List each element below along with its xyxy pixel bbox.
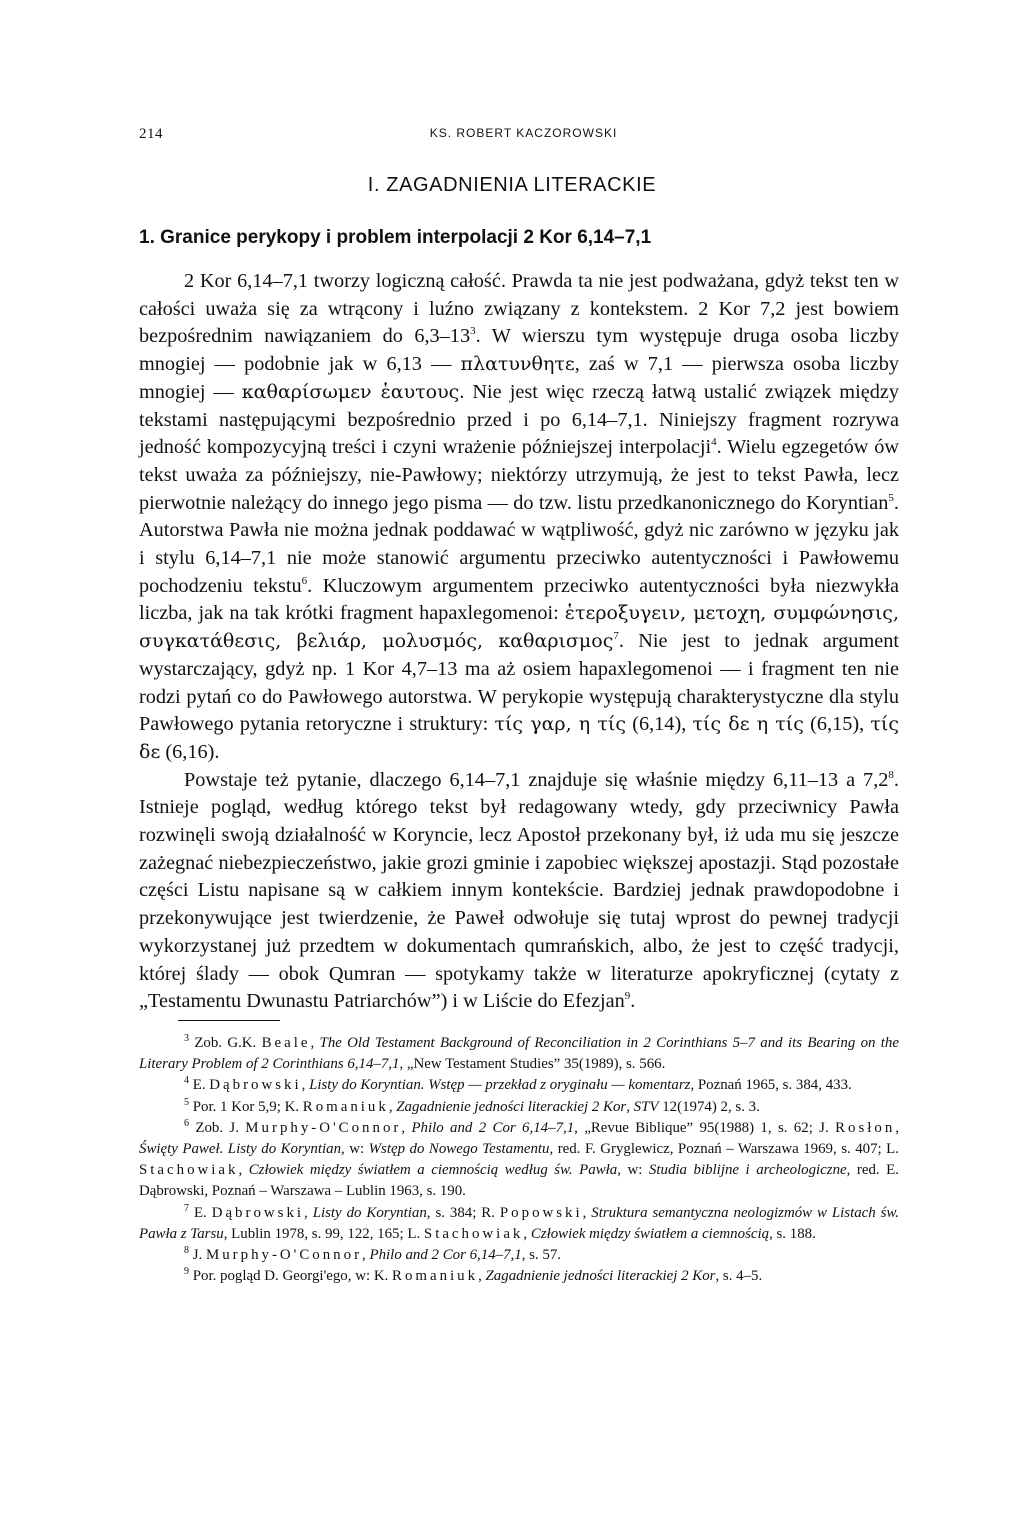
chapter-title: I. ZAGADNIENIA LITERACKIE — [367, 174, 657, 196]
text-run: , — [310, 1035, 320, 1051]
text-run: , — [478, 1268, 486, 1285]
author-name: Murphy-O'Connor — [245, 1119, 402, 1136]
work-title: Listy do Koryntian. Wstęp — przekład z oryginału — komentarz — [309, 1077, 691, 1094]
text-run: , zaś w 7,1 — pierwsza osoba liczby mnogiej — — [139, 353, 900, 403]
page-number: 214 — [139, 126, 163, 142]
text-run: , s. 384; R. — [426, 1204, 500, 1221]
text-run: (6,14), — [625, 713, 693, 736]
footnote-8 — [139, 1245, 899, 1266]
footnote-7 — [139, 1203, 899, 1245]
footnote-4 — [139, 1075, 899, 1096]
text-run: . Autorstwa Pawła nie można jednak poddawać w wątpliwość, gdyż nic zarówno w języku jak i stylu 6,14–7,1 nie może stanowić argumentu przeciwko autentyczności i Pawłowemu pochodzeniu tekstu — [139, 491, 899, 597]
text-run: , „New Testament Studies” 35(1989), s. 566. — [399, 1056, 666, 1073]
text-run: J. — [192, 1247, 206, 1264]
text-run: , s. 4–5. — [715, 1268, 763, 1285]
text-run: , — [304, 1204, 313, 1221]
text-run: . Nie jest to jednak argument wystarczający, gdyż np. 1 Kor 4,7–13 ma aż osiem hapaxlegomenoi — i fragment ten nie rodzi pytań co do Pawłowego autorstwa. W perykopie występują charakterystyczne dla stylu Pawłowego pytania retoryczne i struktury: — [139, 630, 900, 736]
work-title: Listy do Koryntian — [312, 1204, 427, 1221]
work-title: Święty Paweł. Listy do Koryntian — [139, 1141, 342, 1158]
text-run: . Kluczowym argumentem przeciwko autentyczności była niezwykła liczba, jak na tak krótki fragment hapaxlegomenoi: — [139, 574, 899, 625]
text-run: . Istnieje pogląd, według którego tekst był redagowany wtedy, gdy przeciwnicy Pawła rozwinęli swoją działalność w Koryncie, lecz Apostoł przekonany był, iż uda mu się jeszcze zażegnać niebezpieczeństwo, jakie grozi gminie i zapobiec większej apostazji. Stąd pozostałe części Listu napisane są w całkiem innym kontekście. Bardziej jednak prawdopodobne i przekonywujące jest twierdzenie, że Paweł odwołuje się tutaj wprost do pewnej tradycji wykorzystanej już przedtem w dokumentach qumrańskich, albo, że jest to część tradycji, której ślady — obok Qumran — spotykamy także w literaturze apokryficznej (cytaty z „Testamentu Dwunastu Patriarchów”) i w Liście do Efezjan — [139, 768, 899, 1013]
text-run: Powstaje też pytanie, dlaczego 6,14–7,1 znajduje się właśnie między 6,11–13 a 7,2 — [184, 768, 889, 791]
footnote-number: 4 — [184, 1075, 189, 1087]
text-run: , Lublin 1978, s. 99, 122, 165; L. — [223, 1225, 424, 1242]
running-head-author: KS. ROBERT KACZOROWSKI — [429, 126, 618, 140]
text-run: 2 Kor 6,14–7,1 tworzy logiczną całość. Prawda ta nie jest podważana, gdyż tekst ten w całości uważa się za wtrącony i luźno związany z kontekstem. 2 Kor 7,2 jest bowiem bezpośrednim nawiązaniem do 6,3–13 — [139, 270, 899, 348]
text-run: , s. 57. — [521, 1247, 562, 1264]
footnote-separator — [178, 1020, 280, 1021]
work-title: Człowiek między światłem a ciemnością według św. Pawła — [248, 1162, 618, 1179]
work-title: Struktura semantyczna neologizmów w Listach św. Pawła z Tarsu — [139, 1204, 899, 1242]
text-run: (6,16). — [160, 740, 220, 763]
text-run: , s. 188. — [769, 1225, 816, 1242]
greek-term: ἑτεροξυγειν, μετοχη, συμφώνησις, συγκατάθεσις, βελιάρ, μολυσμός, καθαρισμος — [139, 602, 899, 653]
footnote-number: 9 — [184, 1266, 189, 1278]
greek-term: τίς δε η τίς — [692, 713, 804, 736]
author-name: Stachowiak — [139, 1162, 239, 1179]
work-title: Zagadnienie jedności literackiej 2 Kor — [485, 1268, 716, 1285]
work-title: The Old Testament Background of Reconciliation in 2 Corinthians 5–7 and its Bearing on the Literary Problem of 2 Corinthians 6,14–7,1 — [139, 1035, 899, 1073]
greek-term: τίς γαρ, η τίς — [494, 713, 626, 736]
text-run: , — [582, 1204, 592, 1221]
text-run: 12(1974) 2, s. 3. — [658, 1098, 760, 1115]
work-title: Wstęp do Nowego Testamentu — [368, 1141, 550, 1158]
work-title: Człowiek między światłem a ciemnością — [530, 1225, 770, 1242]
paragraph-2 — [139, 767, 899, 1016]
author-name: Beale — [261, 1035, 311, 1051]
footnote-6 — [139, 1118, 899, 1203]
text-run: Por. pogląd D. Georgi'ego, w: K. — [192, 1268, 393, 1285]
text-run: , — [523, 1225, 531, 1242]
footnote-3 — [139, 1033, 899, 1075]
author-name: Popowski — [499, 1204, 583, 1221]
footnote-ref-7[interactable]: 7 — [613, 630, 619, 643]
author-name: Stachowiak — [423, 1225, 524, 1242]
greek-term: πλατυνθητε — [460, 353, 575, 376]
text-run: , red. F. Gryglewicz, Poznań – Warszawa 1969, s. 407; L. — [549, 1141, 899, 1158]
footnote-number: 8 — [184, 1245, 189, 1257]
text-run: , — [626, 1098, 634, 1115]
footnote-number: 6 — [184, 1117, 189, 1129]
text-run: , w: — [341, 1141, 369, 1158]
work-title: Zagadnienie jedności literackiej 2 Kor — [396, 1098, 627, 1115]
footnote-ref-4[interactable]: 4 — [711, 436, 717, 449]
footnote-9 — [139, 1266, 899, 1287]
author-name: Murphy-O'Connor — [205, 1247, 363, 1264]
work-title: Studia biblijne i archeologiczne — [648, 1162, 847, 1179]
footnote-ref-5[interactable]: 5 — [888, 491, 894, 504]
text-run: (6,15), — [803, 713, 871, 736]
text-run: , — [362, 1247, 370, 1264]
footnote-ref-3[interactable]: 3 — [470, 325, 476, 338]
text-run: , w: — [617, 1162, 649, 1179]
journal-abbrev: STV — [633, 1098, 659, 1115]
text-run: , — [895, 1119, 899, 1136]
author-name: Romaniuk — [302, 1098, 389, 1115]
body-text — [139, 268, 899, 1016]
section-title: 1. Granice perykopy i problem interpolacji 2 Kor 6,14–7,1 — [139, 227, 652, 248]
footnote-number: 3 — [184, 1033, 189, 1044]
text-run: , Poznań 1965, s. 384, 433. — [690, 1077, 852, 1094]
text-run: . W wierszu tym występuje druga osoba liczby mnogiej — podobnie jak w 6,13 — — [139, 325, 899, 376]
text-run: Zob. G.K. — [194, 1035, 262, 1051]
text-run: E. — [193, 1204, 212, 1221]
text-run: , — [401, 1119, 412, 1136]
footnote-ref-8[interactable]: 8 — [888, 768, 894, 781]
author-name: Dąbrowski — [211, 1204, 305, 1221]
author-name: Dąbrowski — [209, 1077, 302, 1094]
footnotes — [139, 1033, 899, 1287]
footnote-ref-6[interactable]: 6 — [301, 574, 308, 587]
text-run: Por. 1 Kor 5,9; K. — [192, 1098, 303, 1115]
text-run: , — [238, 1162, 249, 1179]
text-run: , — [388, 1098, 397, 1115]
text-run: . Wielu egzegetów ów tekst uważa za późniejszy, nie-Pawłowy; niektórzy utrzymują, że jest to tekst Pawła, lecz pierwotnie należący do innego jego pisma — do tzw. listu przedkanonicznego do Koryntian — [139, 436, 900, 514]
footnote-5 — [139, 1097, 899, 1118]
work-title: Philo and 2 Cor 6,14–7,1 — [411, 1119, 575, 1136]
footnote-number: 5 — [184, 1096, 189, 1108]
text-run: . — [630, 990, 636, 1013]
greek-term: τίς δε — [139, 713, 899, 763]
text-run: E. — [192, 1077, 210, 1094]
text-run: Zob. J. — [195, 1119, 246, 1136]
work-title: Philo and 2 Cor 6,14–7,1 — [369, 1247, 522, 1264]
paragraph-1 — [139, 268, 899, 767]
author-name: Romaniuk — [392, 1268, 479, 1285]
text-run: , „Revue Biblique” 95(1988) 1, s. 62; J. — [574, 1119, 836, 1136]
footnote-ref-9[interactable]: 9 — [624, 990, 631, 1003]
author-name: Rosłon — [835, 1119, 896, 1136]
text-run: . Nie jest więc rzeczą łatwą ustalić związek między tekstami następującymi bezpośrednio przed i po 6,14–7,1. Niniejszy fragment rozrywa jedność kompozycyjną treści i czyni wrażenie późniejszej interpolacji — [139, 380, 900, 459]
text-run: , — [301, 1077, 310, 1094]
greek-term: καθαρίσωμεν ἑαυτους — [241, 380, 460, 403]
text-run: , red. E. Dąbrowski, Poznań – Warszawa – Lublin 1963, s. 190. — [139, 1162, 899, 1200]
footnote-number: 7 — [184, 1202, 189, 1214]
